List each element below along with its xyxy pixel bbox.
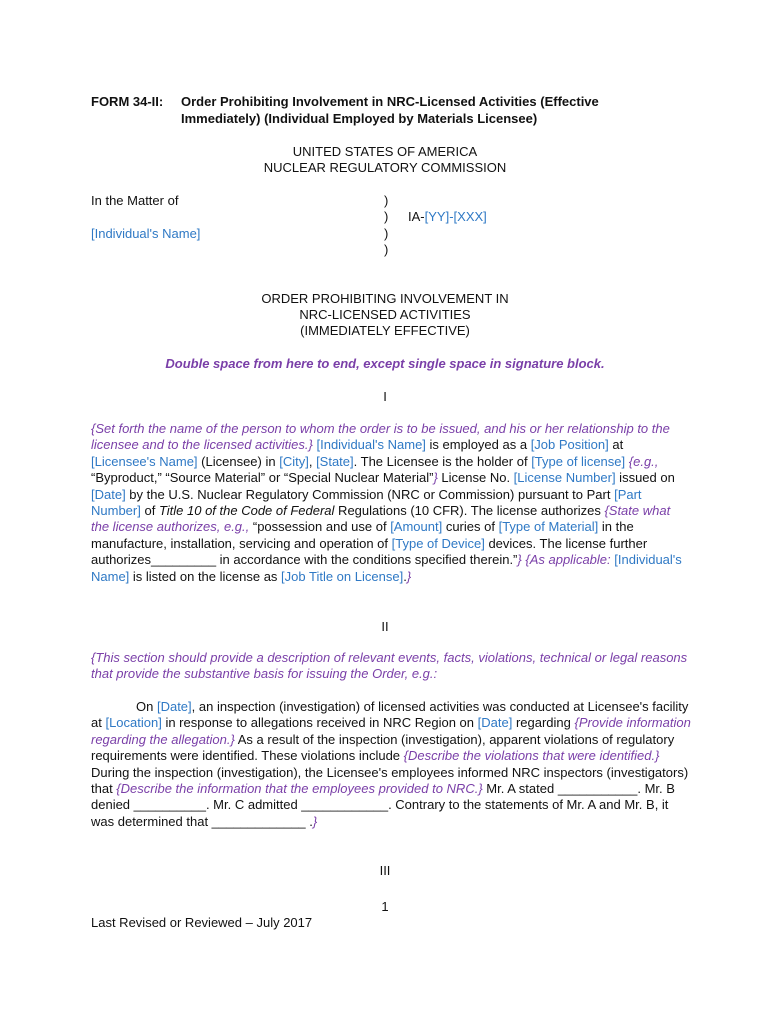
placeholder: [Type of Device] <box>391 535 485 551</box>
instruction-text: {Describe the violations that were identified.} <box>403 748 660 764</box>
placeholder: [Type of Material] <box>498 519 599 535</box>
docket-year: [YY] <box>424 209 450 224</box>
placeholder: [Amount] <box>390 519 443 535</box>
caption-paren: ) <box>384 242 389 257</box>
agency-line2: NUCLEAR REGULATORY COMMISSION <box>263 160 507 175</box>
placeholder: [Date] <box>156 699 192 714</box>
revision-footer: Last Revised or Reviewed – July 2017 <box>91 915 313 930</box>
instruction-text: {Set forth the name of the person to whom the order is to be issued, and his or her relationship to the licensee and to the licensed activities.} <box>91 421 670 453</box>
instruction-text: } <box>406 568 412 584</box>
placeholder: [Type of license] <box>531 453 626 469</box>
docket-dash: - <box>449 209 454 224</box>
section-ii-paragraph: On [Date], an inspection (investigation) of licensed activities was conducted at Licensee's facility at [Location] in response to allegations received in NRC Region on [Date] regarding {Provide information regarding the allegation.} As a result of the inspection (investigation), apparent violations of regulatory requirements were identified. These violations include {Describe the violations that were identified.} During the inspection (investigation), the Licensee's employees informed NRC inspectors (investigators) that {Describe the information that the employees provided to NRC.} Mr. A stated ___________. Mr. B denied __________. Mr. C admitted ____________. Contrary to the statements of Mr. A and Mr. B, it was determined that _____________ .} <box>91 699 691 829</box>
placeholder: [Location] <box>105 715 162 731</box>
docket-sequence: [XXX] <box>453 209 487 224</box>
order-title-line3: (IMMEDIATELY EFFECTIVE) <box>300 323 470 338</box>
placeholder: [Part Number] <box>91 486 642 519</box>
order-title-line1: ORDER PROHIBITING INVOLVEMENT IN <box>261 291 509 306</box>
matter-label: In the Matter of <box>91 193 179 208</box>
placeholder: [Individual's Name] <box>316 437 426 453</box>
placeholder: [Job Title on License] <box>281 568 404 584</box>
instruction-text: {e.g., <box>628 453 659 469</box>
instruction-text: {As applicable: <box>525 552 611 568</box>
form-id: FORM 34-II: <box>91 94 164 109</box>
placeholder: [Date] <box>477 715 513 731</box>
spacing-instruction: Double space from here to end, except single space in signature block. <box>165 356 605 371</box>
caption-paren: ) <box>384 209 389 224</box>
section-ii-numeral: II <box>381 619 389 634</box>
form-title-line1: Order Prohibiting Involvement in NRC-Licensed Activities (Effective <box>181 94 599 109</box>
section-i-numeral: I <box>383 389 387 404</box>
order-title-line2: NRC-LICENSED ACTIVITIES <box>299 307 471 322</box>
section-ii-instruction: {This section should provide a description of relevant events, facts, violations, technical or legal reasons that provide the substantive basis for issuing the Order, e.g.: <box>91 650 688 682</box>
instruction-text: {Describe the information that the employees provided to NRC.} <box>116 781 483 797</box>
placeholder: [Job Position] <box>530 437 609 453</box>
placeholder: [Individual's Name] <box>91 552 682 584</box>
form-title-line2: Immediately) (Individual Employed by Materials Licensee) <box>181 111 538 126</box>
citation-title: Title 10 of the Code of Federal <box>158 503 335 519</box>
placeholder: [License Number] <box>513 470 616 486</box>
instruction-text: {Provide information regarding the allegation.} <box>91 715 691 747</box>
caption-paren: ) <box>384 193 389 208</box>
docket-prefix: IA- <box>408 209 425 224</box>
section-i-paragraph: {Set forth the name of the person to whom the order is to be issued, and his or her relationship to the licensee and to the licensed activities.} [Individual's Name] is employed as a [Job Position] at [Licensee's Name] (Licensee) in [City], [State]. The Licensee is the holder of [Type of license] {e.g., “Byproduct,” “Source Material” or “Special Nuclear Material”} License No. [License Number] issued on [Date] by the U.S. Nuclear Regulatory Commission (NRC or Commission) pursuant to Part [Part Number] of Title 10 of the Code of Federal Regulations (10 CFR). The license authorizes {State what the license authorizes, e.g., “possession and use of [Amount] curies of [Type of Material] in the manufacture, installation, servicing and operation of [Type of Device] devices. The license further authorizes_________ in accordance with the conditions specified therein.”} {As applicable: [Individual's Name] is listed on the license as [Job Title on License].} <box>91 421 682 584</box>
instruction-text: {State what the license authorizes, e.g., <box>91 503 671 535</box>
placeholder: [State] <box>316 453 354 469</box>
instruction-text: } <box>517 552 522 568</box>
section-iii-numeral: III <box>379 863 391 878</box>
page-number: 1 <box>381 899 389 914</box>
agency-line1: UNITED STATES OF AMERICA <box>292 144 478 159</box>
caption-paren: ) <box>384 226 389 241</box>
placeholder: [Date] <box>91 486 126 502</box>
placeholder: [City] <box>279 453 309 469</box>
individual-name-placeholder: [Individual's Name] <box>91 226 201 241</box>
docket-number <box>408 209 487 225</box>
instruction-text: } <box>312 813 318 829</box>
placeholder: [Licensee's Name] <box>91 453 198 469</box>
instruction-text: } <box>433 470 438 486</box>
